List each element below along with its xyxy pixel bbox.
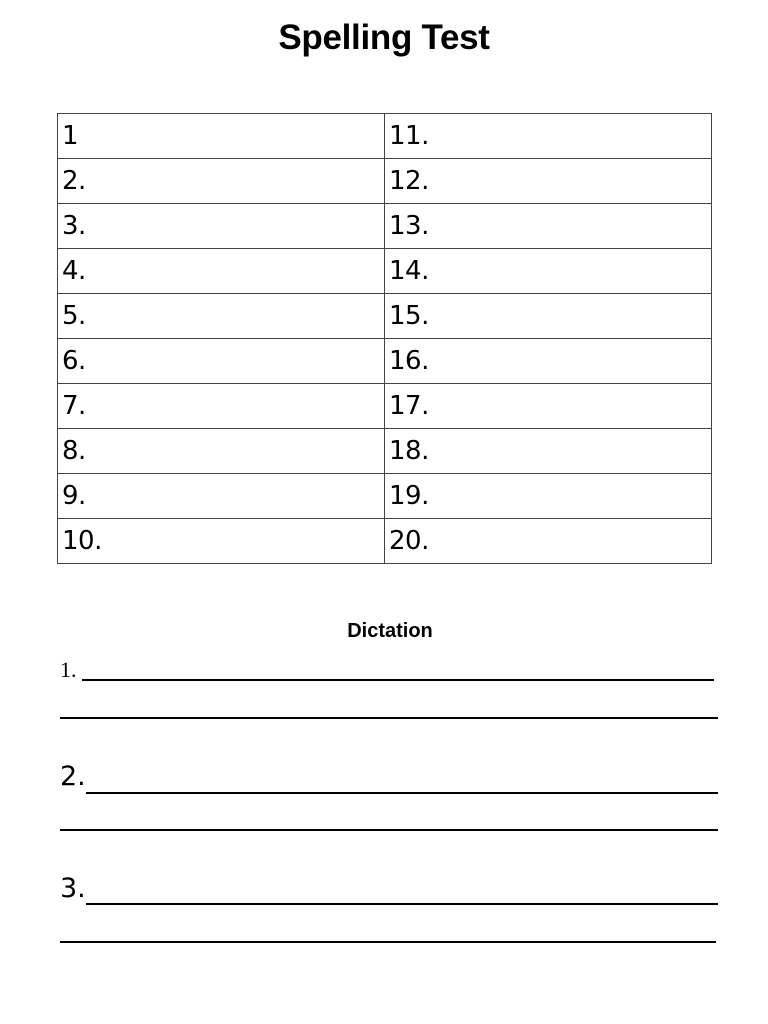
table-cell[interactable]: 2. [58,159,385,204]
dictation-heading: Dictation [347,620,433,642]
table-row [58,114,712,159]
table-row [58,474,712,519]
dictation-answer-line[interactable] [60,717,718,719]
dictation-answer-line[interactable] [82,679,714,681]
dictation-item [60,760,718,836]
dictation-answer-line[interactable] [86,903,718,905]
dictation-answer-line[interactable] [60,941,716,943]
table-row [58,519,712,564]
table-cell[interactable]: 13. [385,204,712,249]
table-cell[interactable]: 8. [58,429,385,474]
table-row [58,249,712,294]
table-cell[interactable]: 6. [58,339,385,384]
table-cell[interactable]: 15. [385,294,712,339]
dictation-item [60,872,718,948]
table-cell[interactable]: 20. [385,519,712,564]
table-cell[interactable]: 7. [58,384,385,429]
page-title: Spelling Test [278,18,490,57]
table-cell[interactable]: 12. [385,159,712,204]
table-cell[interactable]: 14. [385,249,712,294]
table-row [58,429,712,474]
table-row [58,204,712,249]
table-cell[interactable]: 5. [58,294,385,339]
table-cell[interactable]: 9. [58,474,385,519]
dictation-answer-line[interactable] [60,829,718,831]
table-row [58,294,712,339]
table-cell[interactable]: 4. [58,249,385,294]
table-cell[interactable]: 17. [385,384,712,429]
table-row [58,159,712,204]
dictation-item-number: 3. [60,873,86,904]
dictation-item [60,656,718,726]
table-cell[interactable]: 11. [385,114,712,159]
table-cell[interactable]: 18. [385,429,712,474]
table-row [58,384,712,429]
table-row [58,339,712,384]
spelling-word-table [57,113,712,564]
table-cell[interactable]: 19. [385,474,712,519]
dictation-answer-line[interactable] [86,792,718,794]
table-cell[interactable]: 1 [58,114,385,159]
table-cell[interactable]: 10. [58,519,385,564]
dictation-item-number: 1. [60,657,77,682]
table-cell[interactable]: 16. [385,339,712,384]
table-cell[interactable]: 3. [58,204,385,249]
dictation-item-number: 2. [60,761,86,792]
